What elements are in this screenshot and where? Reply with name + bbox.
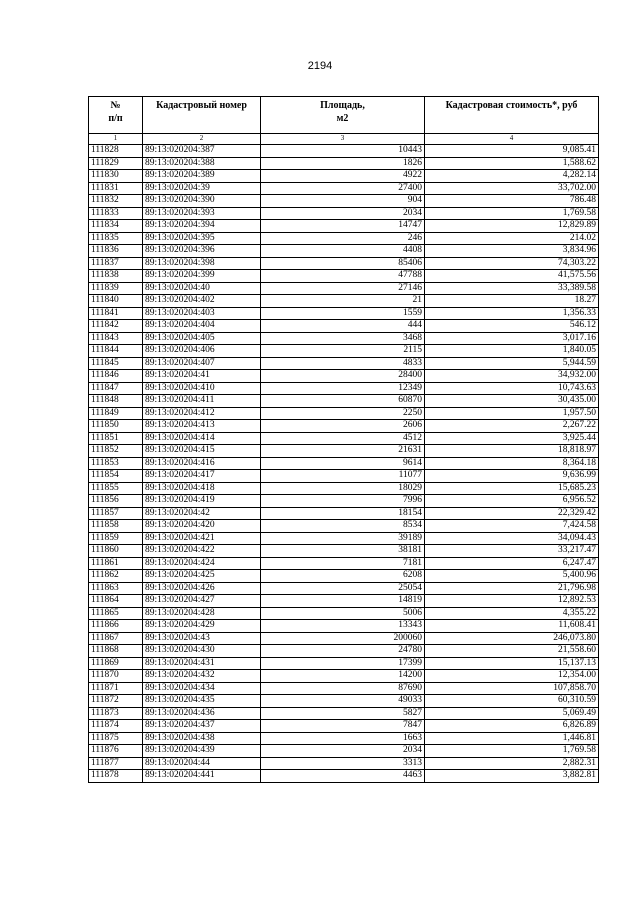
table-row — [89, 457, 599, 470]
table-row — [89, 207, 599, 220]
cadastral-cost-cell: 6,247.47 — [425, 557, 599, 570]
area-cell: 14747 — [261, 220, 425, 233]
row-number-cell: 111837 — [89, 257, 143, 270]
area-cell: 2606 — [261, 420, 425, 433]
row-number-cell: 111841 — [89, 307, 143, 320]
area-cell: 18029 — [261, 482, 425, 495]
header-row — [89, 97, 599, 134]
area-cell: 9614 — [261, 457, 425, 470]
cadastral-number-cell: 89:13:020204:388 — [143, 157, 261, 170]
cadastral-cost-cell: 12,892.53 — [425, 595, 599, 608]
table-row — [89, 220, 599, 233]
cadastral-cost-cell: 60,310.59 — [425, 695, 599, 708]
cadastral-number-cell: 89:13:020204:42 — [143, 507, 261, 520]
row-number-cell: 111848 — [89, 395, 143, 408]
cadastral-cost-cell: 4,282.14 — [425, 170, 599, 183]
row-number-cell: 111868 — [89, 645, 143, 658]
cadastral-cost-cell: 34,094.43 — [425, 532, 599, 545]
row-number-cell: 111844 — [89, 345, 143, 358]
header-number-line1: № — [110, 100, 121, 111]
row-number-cell: 111870 — [89, 670, 143, 683]
cadastral-number-cell: 89:13:020204:426 — [143, 582, 261, 595]
area-cell: 1663 — [261, 732, 425, 745]
cadastral-number-cell: 89:13:020204:436 — [143, 707, 261, 720]
cadastral-cost-cell: 18,818.97 — [425, 445, 599, 458]
row-number-cell: 111861 — [89, 557, 143, 570]
table-row — [89, 382, 599, 395]
area-cell: 200060 — [261, 632, 425, 645]
header-cadastral-number-line1: Кадастровый номер — [156, 100, 247, 111]
cadastral-cost-cell: 3,017.16 — [425, 332, 599, 345]
row-number-cell: 111852 — [89, 445, 143, 458]
cadastral-cost-cell: 2,267.22 — [425, 420, 599, 433]
column-number: 1 — [89, 134, 143, 145]
row-number-cell: 111839 — [89, 282, 143, 295]
area-cell: 87690 — [261, 682, 425, 695]
area-cell: 444 — [261, 320, 425, 333]
cadastral-number-cell: 89:13:020204:40 — [143, 282, 261, 295]
row-number-cell: 111875 — [89, 732, 143, 745]
cadastral-cost-cell: 1,769.58 — [425, 745, 599, 758]
cadastral-cost-cell: 2,882.31 — [425, 757, 599, 770]
row-number-cell: 111831 — [89, 182, 143, 195]
table-row — [89, 420, 599, 433]
header-number — [89, 97, 143, 134]
table-row — [89, 495, 599, 508]
header-cadastral-cost — [425, 97, 599, 134]
table-row — [89, 570, 599, 583]
cadastral-number-cell: 89:13:020204:407 — [143, 357, 261, 370]
row-number-cell: 111872 — [89, 695, 143, 708]
row-number-cell: 111842 — [89, 320, 143, 333]
area-cell: 8534 — [261, 520, 425, 533]
cadastral-cost-cell: 5,069.49 — [425, 707, 599, 720]
table-row — [89, 657, 599, 670]
cadastral-number-cell: 89:13:020204:395 — [143, 232, 261, 245]
cadastral-cost-cell: 15,137.13 — [425, 657, 599, 670]
table-row — [89, 470, 599, 483]
row-number-cell: 111865 — [89, 607, 143, 620]
cadastral-cost-cell: 5,944.59 — [425, 357, 599, 370]
cadastral-cost-cell: 74,303.22 — [425, 257, 599, 270]
table-row — [89, 232, 599, 245]
area-cell: 13343 — [261, 620, 425, 633]
cadastral-number-cell: 89:13:020204:404 — [143, 320, 261, 333]
table-row — [89, 557, 599, 570]
area-cell: 2115 — [261, 345, 425, 358]
cadastral-cost-cell: 22,329.42 — [425, 507, 599, 520]
area-cell: 21631 — [261, 445, 425, 458]
area-cell: 27400 — [261, 182, 425, 195]
row-number-cell: 111851 — [89, 432, 143, 445]
cadastral-number-cell: 89:13:020204:399 — [143, 270, 261, 283]
table-row — [89, 620, 599, 633]
table-row — [89, 770, 599, 783]
area-cell: 4512 — [261, 432, 425, 445]
header-area — [261, 97, 425, 134]
row-number-cell: 111874 — [89, 720, 143, 733]
table-row — [89, 545, 599, 558]
table-row — [89, 682, 599, 695]
area-cell: 28400 — [261, 370, 425, 383]
cadastral-cost-cell: 1,588.62 — [425, 157, 599, 170]
row-number-cell: 111833 — [89, 207, 143, 220]
table-row — [89, 245, 599, 258]
table-row — [89, 432, 599, 445]
cadastral-cost-cell: 3,925.44 — [425, 432, 599, 445]
cadastral-number-cell: 89:13:020204:403 — [143, 307, 261, 320]
table-row — [89, 607, 599, 620]
cadastral-number-cell: 89:13:020204:393 — [143, 207, 261, 220]
area-cell: 5006 — [261, 607, 425, 620]
cadastral-cost-cell: 1,769.58 — [425, 207, 599, 220]
cadastral-number-cell: 89:13:020204:43 — [143, 632, 261, 645]
table-row — [89, 257, 599, 270]
row-number-cell: 111838 — [89, 270, 143, 283]
cadastral-cost-cell: 107,858.70 — [425, 682, 599, 695]
table-row — [89, 595, 599, 608]
area-cell: 246 — [261, 232, 425, 245]
area-cell: 2250 — [261, 407, 425, 420]
area-cell: 11077 — [261, 470, 425, 483]
row-number-cell: 111877 — [89, 757, 143, 770]
cadastral-cost-cell: 34,932.00 — [425, 370, 599, 383]
cadastral-number-cell: 89:13:020204:441 — [143, 770, 261, 783]
cadastral-number-cell: 89:13:020204:421 — [143, 532, 261, 545]
cadastral-number-cell: 89:13:020204:406 — [143, 345, 261, 358]
cadastral-cost-cell: 6,826.89 — [425, 720, 599, 733]
area-cell: 85406 — [261, 257, 425, 270]
area-cell: 49033 — [261, 695, 425, 708]
header-number-line2: п/п — [108, 113, 123, 124]
row-number-cell: 111863 — [89, 582, 143, 595]
table-row — [89, 157, 599, 170]
row-number-cell: 111834 — [89, 220, 143, 233]
header-cadastral-cost-line1: Кадастровая стоимость*, руб — [445, 100, 578, 111]
area-cell: 24780 — [261, 645, 425, 658]
table-row — [89, 332, 599, 345]
area-cell: 3468 — [261, 332, 425, 345]
row-number-cell: 111862 — [89, 570, 143, 583]
cadastral-cost-cell: 1,356.33 — [425, 307, 599, 320]
cadastral-cost-cell: 3,834.96 — [425, 245, 599, 258]
cadastral-number-cell: 89:13:020204:437 — [143, 720, 261, 733]
table-row — [89, 345, 599, 358]
row-number-cell: 111859 — [89, 532, 143, 545]
table-header — [89, 97, 599, 145]
row-number-cell: 111866 — [89, 620, 143, 633]
column-number: 2 — [143, 134, 261, 145]
cadastral-cost-cell: 33,702.00 — [425, 182, 599, 195]
row-number-cell: 111876 — [89, 745, 143, 758]
table-row — [89, 532, 599, 545]
row-number-cell: 111871 — [89, 682, 143, 695]
cadastral-cost-cell: 1,840.05 — [425, 345, 599, 358]
cadastral-number-cell: 89:13:020204:429 — [143, 620, 261, 633]
cadastral-number-cell: 89:13:020204:44 — [143, 757, 261, 770]
cadastral-cost-cell: 1,446.81 — [425, 732, 599, 745]
table-row — [89, 407, 599, 420]
row-number-cell: 111843 — [89, 332, 143, 345]
row-number-cell: 111858 — [89, 520, 143, 533]
header-cadastral-number — [143, 97, 261, 134]
cadastral-number-cell: 89:13:020204:415 — [143, 445, 261, 458]
table-row — [89, 695, 599, 708]
cadastral-number-cell: 89:13:020204:417 — [143, 470, 261, 483]
cadastral-number-cell: 89:13:020204:394 — [143, 220, 261, 233]
cadastral-cost-cell: 6,956.52 — [425, 495, 599, 508]
area-cell: 7996 — [261, 495, 425, 508]
cadastral-number-cell: 89:13:020204:41 — [143, 370, 261, 383]
cadastral-number-cell: 89:13:020204:424 — [143, 557, 261, 570]
table-row — [89, 707, 599, 720]
cadastral-cost-cell: 21,796.98 — [425, 582, 599, 595]
column-number: 4 — [425, 134, 599, 145]
area-cell: 6208 — [261, 570, 425, 583]
cadastral-number-cell: 89:13:020204:390 — [143, 195, 261, 208]
table-row — [89, 320, 599, 333]
area-cell: 21 — [261, 295, 425, 308]
cadastral-cost-cell: 5,400.96 — [425, 570, 599, 583]
cadastral-number-cell: 89:13:020204:414 — [143, 432, 261, 445]
row-number-cell: 111856 — [89, 495, 143, 508]
cadastral-number-cell: 89:13:020204:396 — [143, 245, 261, 258]
row-number-cell: 111832 — [89, 195, 143, 208]
row-number-cell: 111873 — [89, 707, 143, 720]
table-row — [89, 720, 599, 733]
area-cell: 3313 — [261, 757, 425, 770]
table-row — [89, 745, 599, 758]
table-row — [89, 295, 599, 308]
row-number-cell: 111835 — [89, 232, 143, 245]
cadastral-number-cell: 89:13:020204:430 — [143, 645, 261, 658]
row-number-cell: 111869 — [89, 657, 143, 670]
cadastral-number-cell: 89:13:020204:410 — [143, 382, 261, 395]
row-number-cell: 111830 — [89, 170, 143, 183]
area-cell: 4408 — [261, 245, 425, 258]
area-cell: 39189 — [261, 532, 425, 545]
cadastral-number-cell: 89:13:020204:389 — [143, 170, 261, 183]
table-row — [89, 520, 599, 533]
area-cell: 4833 — [261, 357, 425, 370]
cadastral-number-cell: 89:13:020204:419 — [143, 495, 261, 508]
cadastral-number-cell: 89:13:020204:427 — [143, 595, 261, 608]
cadastral-cost-cell: 786.48 — [425, 195, 599, 208]
table-row — [89, 732, 599, 745]
area-cell: 14200 — [261, 670, 425, 683]
area-cell: 18154 — [261, 507, 425, 520]
cadastral-number-cell: 89:13:020204:39 — [143, 182, 261, 195]
table-row — [89, 357, 599, 370]
cadastral-cost-cell: 12,354.00 — [425, 670, 599, 683]
page-number: 2194 — [307, 60, 333, 72]
cadastral-cost-cell: 3,882.81 — [425, 770, 599, 783]
cadastral-cost-cell: 15,685.23 — [425, 482, 599, 495]
area-cell: 10443 — [261, 145, 425, 158]
table-row — [89, 307, 599, 320]
table-row — [89, 370, 599, 383]
cadastral-cost-cell: 9,636.99 — [425, 470, 599, 483]
row-number-cell: 111849 — [89, 407, 143, 420]
table-row — [89, 670, 599, 683]
area-cell: 17399 — [261, 657, 425, 670]
row-number-cell: 111845 — [89, 357, 143, 370]
area-cell: 2034 — [261, 207, 425, 220]
area-cell: 25054 — [261, 582, 425, 595]
cadastral-number-cell: 89:13:020204:398 — [143, 257, 261, 270]
row-number-cell: 111840 — [89, 295, 143, 308]
row-number-cell: 111857 — [89, 507, 143, 520]
area-cell: 4922 — [261, 170, 425, 183]
cadastral-number-cell: 89:13:020204:387 — [143, 145, 261, 158]
area-cell: 904 — [261, 195, 425, 208]
table-row — [89, 170, 599, 183]
table-row — [89, 507, 599, 520]
table-row — [89, 445, 599, 458]
cadastral-number-cell: 89:13:020204:438 — [143, 732, 261, 745]
cadastral-cost-cell: 18.27 — [425, 295, 599, 308]
cadastral-cost-cell: 246,073.80 — [425, 632, 599, 645]
cadastral-cost-cell: 12,829.89 — [425, 220, 599, 233]
row-number-cell: 111847 — [89, 382, 143, 395]
cadastral-cost-cell: 41,575.56 — [425, 270, 599, 283]
cadastral-number-cell: 89:13:020204:432 — [143, 670, 261, 683]
cadastral-number-cell: 89:13:020204:416 — [143, 457, 261, 470]
row-number-cell: 111855 — [89, 482, 143, 495]
table-row — [89, 645, 599, 658]
row-number-cell: 111878 — [89, 770, 143, 783]
cadastral-cost-cell: 30,435.00 — [425, 395, 599, 408]
cadastral-cost-cell: 11,608.41 — [425, 620, 599, 633]
column-number-row — [89, 134, 599, 145]
cadastral-number-cell: 89:13:020204:413 — [143, 420, 261, 433]
cadastral-cost-cell: 7,424.58 — [425, 520, 599, 533]
row-number-cell: 111854 — [89, 470, 143, 483]
row-number-cell: 111867 — [89, 632, 143, 645]
cadastral-cost-cell: 9,085.41 — [425, 145, 599, 158]
cadastral-cost-cell: 21,558.60 — [425, 645, 599, 658]
header-area-line1: Площадь, — [320, 100, 365, 111]
row-number-cell: 111860 — [89, 545, 143, 558]
cadastral-number-cell: 89:13:020204:418 — [143, 482, 261, 495]
cadastral-cost-cell: 8,364.18 — [425, 457, 599, 470]
table-row — [89, 270, 599, 283]
area-cell: 14819 — [261, 595, 425, 608]
table-row — [89, 395, 599, 408]
table-row — [89, 182, 599, 195]
table-row — [89, 582, 599, 595]
cadastral-number-cell: 89:13:020204:431 — [143, 657, 261, 670]
cadastral-cost-cell: 1,957.50 — [425, 407, 599, 420]
row-number-cell: 111853 — [89, 457, 143, 470]
cadastral-number-cell: 89:13:020204:425 — [143, 570, 261, 583]
table-body — [89, 145, 599, 783]
cadastral-number-cell: 89:13:020204:435 — [143, 695, 261, 708]
cadastral-cost-cell: 10,743.63 — [425, 382, 599, 395]
area-cell: 38181 — [261, 545, 425, 558]
table-row — [89, 282, 599, 295]
cadastral-number-cell: 89:13:020204:422 — [143, 545, 261, 558]
cadastral-number-cell: 89:13:020204:439 — [143, 745, 261, 758]
cadastral-number-cell: 89:13:020204:411 — [143, 395, 261, 408]
cadastral-table — [88, 96, 599, 783]
table-row — [89, 482, 599, 495]
row-number-cell: 111864 — [89, 595, 143, 608]
table-row — [89, 145, 599, 158]
area-cell: 12349 — [261, 382, 425, 395]
area-cell: 5827 — [261, 707, 425, 720]
cadastral-number-cell: 89:13:020204:412 — [143, 407, 261, 420]
row-number-cell: 111846 — [89, 370, 143, 383]
cadastral-cost-cell: 214.02 — [425, 232, 599, 245]
cadastral-number-cell: 89:13:020204:402 — [143, 295, 261, 308]
area-cell: 7181 — [261, 557, 425, 570]
cadastral-cost-cell: 33,389.58 — [425, 282, 599, 295]
cadastral-number-cell: 89:13:020204:434 — [143, 682, 261, 695]
area-cell: 1559 — [261, 307, 425, 320]
area-cell: 2034 — [261, 745, 425, 758]
cadastral-cost-cell: 4,355.22 — [425, 607, 599, 620]
area-cell: 1826 — [261, 157, 425, 170]
column-number: 3 — [261, 134, 425, 145]
row-number-cell: 111828 — [89, 145, 143, 158]
table-row — [89, 195, 599, 208]
area-cell: 7847 — [261, 720, 425, 733]
area-cell: 27146 — [261, 282, 425, 295]
cadastral-number-cell: 89:13:020204:405 — [143, 332, 261, 345]
cadastral-cost-cell: 33,217.47 — [425, 545, 599, 558]
area-cell: 4463 — [261, 770, 425, 783]
cadastral-cost-cell: 546.12 — [425, 320, 599, 333]
area-cell: 60870 — [261, 395, 425, 408]
row-number-cell: 111836 — [89, 245, 143, 258]
header-area-line2: м2 — [336, 113, 349, 124]
cadastral-number-cell: 89:13:020204:428 — [143, 607, 261, 620]
row-number-cell: 111829 — [89, 157, 143, 170]
table-row — [89, 757, 599, 770]
cadastral-number-cell: 89:13:020204:420 — [143, 520, 261, 533]
row-number-cell: 111850 — [89, 420, 143, 433]
table-row — [89, 632, 599, 645]
area-cell: 47788 — [261, 270, 425, 283]
